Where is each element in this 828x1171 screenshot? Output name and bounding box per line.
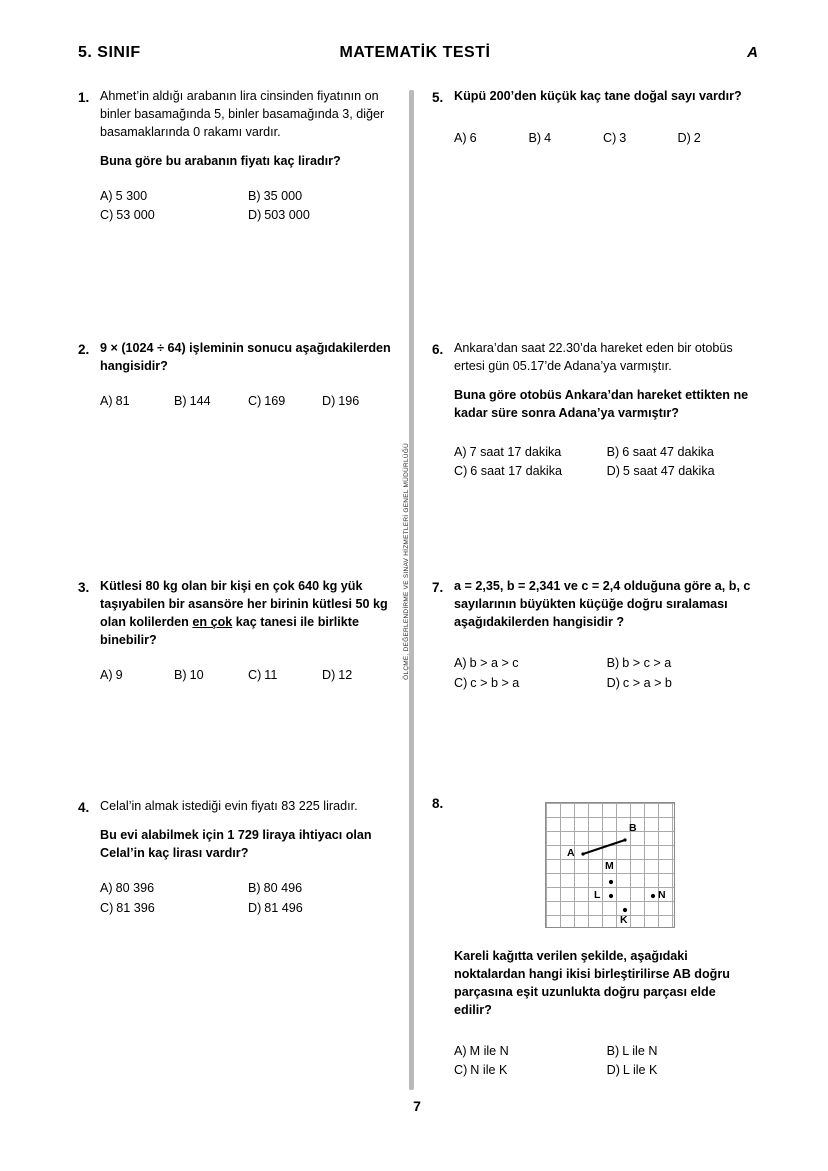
question-3-stem [100, 578, 396, 650]
question-8-text-block [432, 948, 752, 1020]
option-d-text: 503 000 [264, 208, 310, 223]
option-d-text: 196 [338, 393, 360, 408]
option-d-label: D) [248, 900, 262, 915]
point-label-a: A [567, 847, 575, 859]
option-b[interactable] [248, 879, 396, 898]
option-b-text: 4 [544, 131, 552, 146]
question-1 [78, 88, 396, 225]
option-b[interactable] [248, 187, 396, 206]
option-c-label: C) [454, 464, 468, 479]
option-d[interactable] [248, 899, 396, 918]
question-3-stem-part-b: kaç tanesi ile birlikte binebilir? [100, 614, 359, 647]
question-8 [432, 794, 752, 1080]
option-a-label: A) [454, 655, 467, 670]
question-7-expression: a = 2,35, b = 2,341 ve c = 2,4 [454, 579, 621, 593]
option-b[interactable] [607, 654, 752, 673]
option-d-text: 12 [338, 667, 353, 682]
option-a-text: 80 396 [115, 880, 155, 895]
question-6-stem: Ankara’dan saat 22.30’da hareket eden bir otobüs ertesi gün 05.17’de Adana’ya varmıştır. [454, 341, 733, 373]
question-6-options [432, 443, 752, 482]
question-8-figure [545, 802, 675, 928]
option-d-label: D) [322, 667, 336, 682]
question-7-stem [454, 578, 752, 632]
option-b-text: 80 496 [263, 880, 303, 895]
option-c-text: 81 396 [116, 900, 155, 915]
option-a-label: A) [100, 393, 113, 408]
option-c-label: C) [248, 667, 262, 682]
point-label-l: L [594, 889, 601, 901]
option-c[interactable] [603, 129, 678, 148]
option-a[interactable] [454, 443, 607, 462]
option-d[interactable] [607, 462, 752, 481]
option-b-label: B) [606, 444, 620, 459]
option-b-text: L ile N [622, 1043, 658, 1058]
option-d-label: D) [606, 675, 620, 690]
question-1-stem: Ahmet’in aldığı arabanın lira cinsinden fiyatının on binler basamağında 5, binler basamağında 3, diğer basamaklarında 0 rakamı vardır. [100, 89, 385, 139]
question-5-stem: Küpü 200’den küçük kaç tane doğal sayı vardır? [454, 89, 742, 103]
option-a[interactable] [100, 879, 248, 898]
option-c[interactable] [454, 462, 607, 481]
option-d-text: 5 saat 47 dakika [622, 464, 715, 479]
question-2-options [78, 392, 396, 411]
option-c-label: C) [100, 208, 114, 223]
institution-watermark [398, 430, 414, 680]
grade-label: 5. SINIF [78, 44, 141, 61]
point-label-b: B [629, 822, 637, 834]
question-7-stem-text: olduğuna göre a, b, c sayılarının büyükten küçüğe doğru sıralaması aşağıdakilerden hangisidir ? [454, 579, 751, 629]
option-a[interactable] [454, 1042, 607, 1061]
question-2-stem-text: işleminin sonucu aşağıdakilerden hangisidir? [100, 341, 391, 373]
question-8-options [432, 1042, 752, 1081]
question-6-prompt: Buna göre otobüs Ankara’dan hareket ettikten ne kadar süre sonra Adana’ya varmıştır? [454, 387, 749, 420]
option-a-text: M ile N [469, 1043, 509, 1058]
option-a[interactable] [100, 666, 174, 685]
option-c-text: 6 saat 17 dakika [470, 464, 563, 479]
option-d-label: D) [322, 393, 336, 408]
option-c[interactable] [248, 666, 322, 685]
option-c-text: N ile K [470, 1063, 508, 1078]
option-d-label: D) [606, 464, 620, 479]
option-d[interactable] [607, 1061, 752, 1080]
option-a[interactable] [100, 187, 248, 206]
point-b-dot [623, 838, 626, 841]
option-c-label: C) [603, 131, 617, 146]
option-c[interactable] [454, 1061, 607, 1080]
question-8-stem: Kareli kağıtta verilen şekilde, aşağıdaki noktalardan hangi ikisi birleştirilirse AB doğru parçasına eşit uzunlukta doğru parçası elde edilir? [454, 949, 730, 1017]
booklet-letter: A [747, 44, 758, 61]
option-d[interactable] [607, 674, 752, 693]
question-4-prompt: Bu evi alabilmek için 1 729 liraya ihtiyacı olan Celal’in kaç lirası vardır? [100, 827, 372, 860]
option-d-text: L ile K [622, 1063, 658, 1078]
question-2-expression: 9 × (1024 ÷ 64) [100, 341, 186, 355]
option-b-text: 10 [189, 667, 204, 682]
option-d-label: D) [606, 1063, 620, 1078]
option-a-text: 5 300 [115, 188, 148, 203]
option-a-text: 81 [115, 393, 130, 408]
option-c[interactable] [100, 206, 248, 225]
point-label-n: N [658, 889, 666, 901]
point-l-dot [609, 894, 613, 898]
question-5-number: 5. [432, 90, 444, 105]
point-a-dot [581, 852, 584, 855]
question-4-stem: Celal’in almak istediği evin fiyatı 83 225 liradır. [100, 799, 358, 813]
question-4-options [78, 879, 396, 918]
question-1-number: 1. [78, 90, 90, 105]
option-a-text: b > a > c [469, 655, 519, 670]
question-4 [78, 798, 396, 917]
question-2-number: 2. [78, 342, 90, 357]
option-a-label: A) [454, 131, 467, 146]
point-n-dot [651, 894, 655, 898]
question-3 [78, 578, 396, 684]
option-b[interactable] [174, 666, 248, 685]
option-b-text: b > c > a [622, 655, 672, 670]
option-b-text: 35 000 [263, 188, 303, 203]
option-b[interactable] [607, 443, 752, 462]
option-a-label: A) [100, 667, 113, 682]
option-a[interactable] [454, 129, 529, 148]
option-b-text: 6 saat 47 dakika [622, 444, 714, 459]
option-d-label: D) [677, 131, 691, 146]
option-b-label: B) [606, 655, 620, 670]
option-b-label: B) [248, 188, 261, 203]
point-k-dot [623, 908, 627, 912]
option-b-label: B) [606, 1043, 620, 1058]
option-c[interactable] [454, 674, 607, 693]
question-2 [78, 340, 396, 411]
question-5 [432, 88, 752, 148]
option-c[interactable] [100, 899, 248, 918]
option-b[interactable] [174, 392, 248, 411]
option-c-label: C) [100, 900, 114, 915]
question-3-emphasis: en çok [192, 614, 233, 629]
page-number [0, 1098, 828, 1114]
option-b-label: B) [174, 667, 187, 682]
option-c-text: c > b > a [470, 675, 520, 690]
page-header [78, 44, 758, 70]
option-a[interactable] [454, 654, 607, 673]
institution-watermark-text: ÖLÇME, DEĞERLENDİRME VE SINAV HİZMETLERİ GENEL MÜDÜRLÜĞÜ [402, 443, 410, 680]
question-6-number: 6. [432, 342, 444, 357]
question-5-options [432, 129, 752, 148]
question-4-number: 4. [78, 800, 90, 815]
option-c-text: 53 000 [116, 208, 155, 223]
question-6 [432, 340, 752, 481]
option-c-text: 3 [619, 131, 627, 146]
option-b-label: B) [248, 880, 261, 895]
option-a-text: 7 saat 17 dakika [469, 444, 562, 459]
question-7 [432, 578, 752, 692]
option-a-label: A) [100, 880, 113, 895]
question-3-number: 3. [78, 580, 90, 595]
option-b-text: 144 [189, 393, 211, 408]
option-d[interactable] [248, 206, 396, 225]
question-3-options [78, 666, 396, 685]
option-a-text: 6 [469, 131, 477, 146]
option-c[interactable] [248, 392, 322, 411]
option-d[interactable] [678, 129, 753, 148]
option-d-text: 2 [693, 131, 701, 146]
page-number-text: 7 [413, 1098, 421, 1114]
option-b-label: B) [174, 393, 187, 408]
option-c-text: 169 [264, 393, 286, 408]
point-m-dot [609, 880, 613, 884]
question-7-options [432, 654, 752, 693]
question-1-options [78, 187, 396, 226]
option-c-text: 11 [264, 667, 278, 682]
page-title: MATEMATİK TESTİ [339, 44, 491, 61]
question-3-stem-part-a: Kütlesi 80 kg olan bir kişi en çok 640 kg yük taşıyabilen bir asansöre her birinin kütlesi 50 kg olan kolilerden [100, 579, 388, 629]
option-d-text: 81 496 [264, 900, 303, 915]
option-a-label: A) [100, 188, 113, 203]
option-c-label: C) [454, 1063, 468, 1078]
option-d-label: D) [248, 208, 262, 223]
option-a-label: A) [454, 1043, 467, 1058]
option-c-label: C) [454, 675, 468, 690]
option-b-label: B) [528, 131, 542, 146]
option-b[interactable] [529, 129, 604, 148]
option-d[interactable] [322, 392, 396, 411]
question-8-number: 8. [432, 796, 444, 811]
option-a[interactable] [100, 392, 174, 411]
option-a-label: A) [454, 444, 467, 459]
option-c-label: C) [248, 393, 262, 408]
option-a-text: 9 [115, 667, 123, 682]
option-d[interactable] [322, 666, 396, 685]
question-7-number: 7. [432, 580, 444, 595]
question-1-prompt: Buna göre bu arabanın fiyatı kaç liradır? [100, 153, 341, 168]
option-b[interactable] [607, 1042, 752, 1061]
point-label-m: M [605, 860, 614, 872]
option-d-text: c > a > b [622, 675, 672, 690]
point-label-k: K [620, 914, 628, 926]
question-2-stem [100, 340, 396, 376]
segment-ab [583, 840, 625, 854]
